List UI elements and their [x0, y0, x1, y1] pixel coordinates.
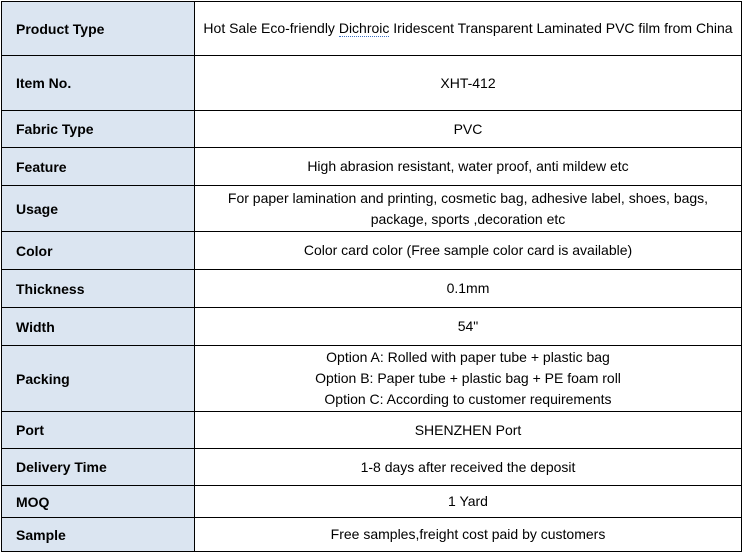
- row-label-port: Port: [2, 412, 195, 449]
- row-value-width: 54": [195, 308, 742, 346]
- product-type-part-2: Dichroic: [338, 20, 390, 36]
- row-value-packing: [195, 346, 742, 412]
- table-row: [2, 412, 742, 449]
- product-spec-table: [1, 1, 742, 552]
- table-row: [2, 2, 742, 56]
- product-type-part-3: Iridescent Transparent Laminated PVC film from China: [389, 20, 733, 36]
- row-value-color: Color card color (Free sample color card is available): [195, 232, 742, 270]
- row-label-packing: Packing: [2, 346, 195, 412]
- packing-option-b: Option B: Paper tube + plastic bag + PE foam roll: [315, 370, 621, 386]
- table-row: [2, 232, 742, 270]
- row-label-fabric-type: Fabric Type: [2, 111, 195, 148]
- row-value-fabric-type: PVC: [195, 111, 742, 148]
- table-row: [2, 270, 742, 308]
- row-value-delivery-time: 1-8 days after received the deposit: [195, 449, 742, 486]
- packing-option-a: Option A: Rolled with paper tube + plastic bag: [326, 349, 610, 365]
- table-row: [2, 148, 742, 186]
- table-row: [2, 449, 742, 486]
- row-value-moq: 1 Yard: [195, 486, 742, 518]
- row-label-item-no: Item No.: [2, 56, 195, 111]
- row-label-moq: MOQ: [2, 486, 195, 518]
- table-row: [2, 56, 742, 111]
- packing-option-c: Option C: According to customer requirements: [324, 391, 612, 407]
- row-value-item-no: XHT-412: [195, 56, 742, 111]
- row-label-sample: Sample: [2, 518, 195, 552]
- table-row: [2, 308, 742, 346]
- row-label-color: Color: [2, 232, 195, 270]
- usage-line-2: package, sports ,decoration etc: [370, 210, 566, 227]
- product-type-part-1: Hot Sale Eco-friendly: [203, 20, 339, 36]
- table-row: [2, 486, 742, 518]
- usage-line-1: For paper lamination and printing, cosmetic bag, adhesive label, shoes, bags,: [227, 189, 709, 206]
- row-value-port: SHENZHEN Port: [195, 412, 742, 449]
- table-row: [2, 186, 742, 232]
- row-value-sample: Free samples,freight cost paid by customers: [195, 518, 742, 552]
- row-label-usage: Usage: [2, 186, 195, 232]
- row-label-delivery-time: Delivery Time: [2, 449, 195, 486]
- row-label-thickness: Thickness: [2, 270, 195, 308]
- row-value-product-type: [195, 2, 742, 56]
- row-label-width: Width: [2, 308, 195, 346]
- row-label-feature: Feature: [2, 148, 195, 186]
- row-value-usage: [195, 186, 742, 232]
- table-row: [2, 518, 742, 552]
- table-row: [2, 346, 742, 412]
- row-label-product-type: Product Type: [2, 2, 195, 56]
- table-row: [2, 111, 742, 148]
- row-value-feature: High abrasion resistant, water proof, anti mildew etc: [195, 148, 742, 186]
- row-value-thickness: 0.1mm: [195, 270, 742, 308]
